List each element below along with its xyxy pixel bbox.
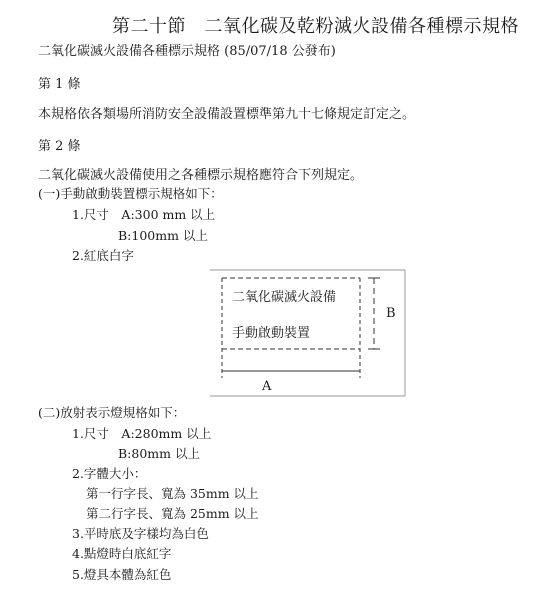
section-1-item-1-a: 1.尺寸 A:300 mm 以上 (72, 207, 216, 222)
dimension-label-a: A (262, 379, 272, 394)
article-2-heading: 第 2 條 (38, 139, 81, 154)
section-1-item-2: 2.紅底白字 (72, 248, 134, 263)
sign-line-2: 手動啟動裝置 (232, 326, 311, 341)
page-title: 第二十節 二氧化碳及乾粉滅火設備各種標示規格 (112, 16, 519, 37)
section-2-heading: (二)放射表示燈規格如下： (38, 405, 186, 420)
section-2-item-2-line-2: 第二行字長、寬為 25mm 以上 (86, 506, 259, 521)
dimension-label-b: B (386, 306, 396, 321)
section-2-item-5: 5.燈具本體為紅色 (72, 567, 172, 582)
section-2-item-4: 4.點燈時白底紅字 (72, 546, 172, 561)
article-1-heading: 第 1 條 (38, 77, 81, 92)
article-2-intro: 二氧化碳滅火設備使用之各種標示規格應符合下列規定。 (38, 168, 364, 183)
section-2-item-2: 2.字體大小： (72, 466, 147, 481)
article-1-text: 本規格依各類場所消防安全設備設置標準第九十七條規定訂定之。 (38, 107, 416, 122)
section-1-item-1-b: B:100mm 以上 (118, 228, 208, 243)
section-2-item-1-a: 1.尺寸 A:280mm 以上 (72, 426, 212, 441)
section-1-heading: (一)手動啟動裝置標示規格如下： (38, 186, 223, 201)
section-2-item-3: 3.平時底及字樣均為白色 (72, 526, 209, 541)
subtitle: 二氧化碳滅火設備各種標示規格 (85/07/18 公發布) (38, 44, 336, 59)
sign-line-1: 二氧化碳滅火設備 (232, 290, 337, 305)
sign-dimension-diagram (210, 270, 410, 398)
section-2-item-2-line-1: 第一行字長、寬為 35mm 以上 (86, 486, 259, 501)
section-2-item-1-b: B:80mm 以上 (118, 446, 200, 461)
